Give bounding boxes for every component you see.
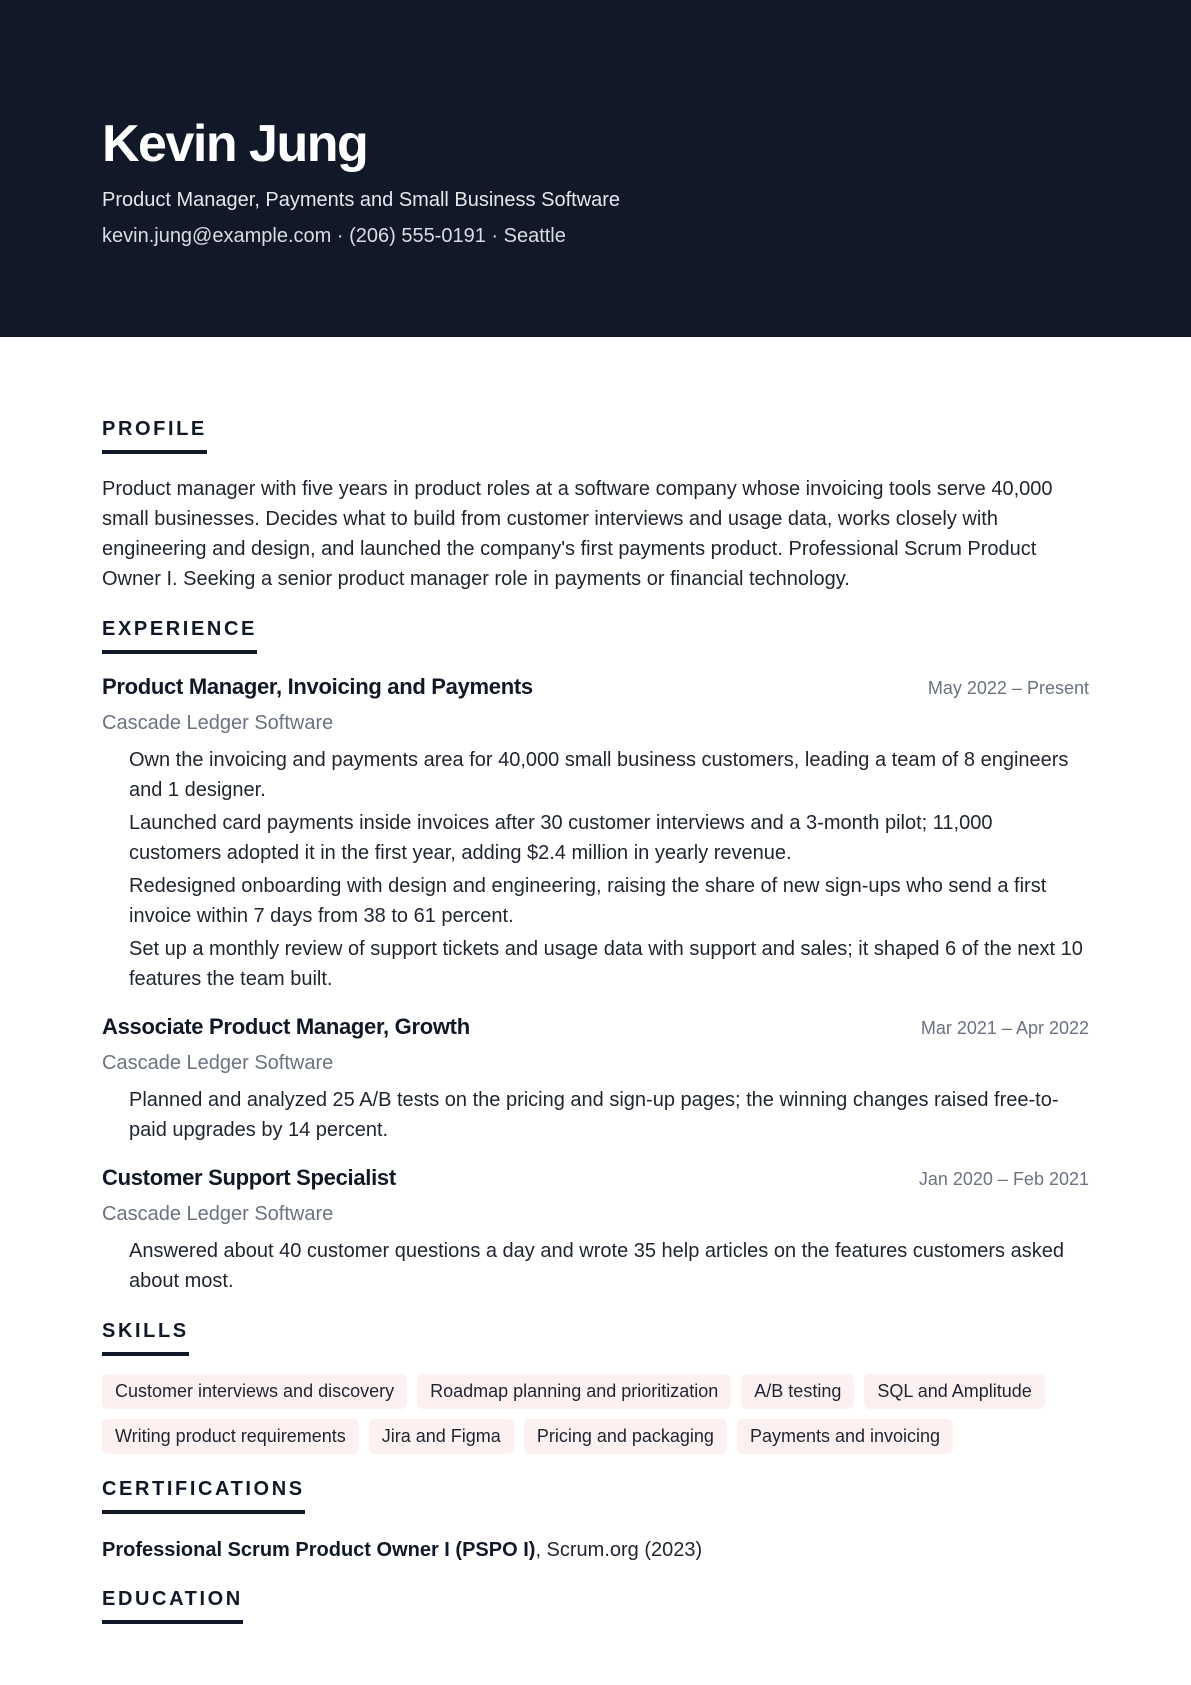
skill-chip: Customer interviews and discovery <box>102 1374 407 1409</box>
skill-chip: Writing product requirements <box>102 1419 359 1454</box>
skill-chip: SQL and Amplitude <box>864 1374 1044 1409</box>
job-entry <box>102 1012 1089 1145</box>
job-dates: Mar 2021 – Apr 2022 <box>920 1018 1089 1038</box>
section-title-education: EDUCATION <box>102 1586 243 1624</box>
job-bullet: Redesigned onboarding with design and engineering, raising the share of new sign-ups who send a first invoice within 7 days from 38 to 61 percent. <box>129 875 1047 927</box>
job-dates: Jan 2020 – Feb 2021 <box>918 1169 1089 1189</box>
education-section <box>102 1586 1089 1624</box>
profile-section <box>102 416 1089 594</box>
job-bullet: Answered about 40 customer questions a day and wrote 35 help articles on the features customers asked about most. <box>129 1240 1064 1292</box>
job-bullets <box>102 1236 1089 1296</box>
job-dates: May 2022 – Present <box>927 678 1089 698</box>
experience-section <box>102 616 1089 1296</box>
section-title-experience: EXPERIENCE <box>102 616 257 654</box>
certification-name: Professional Scrum Product Owner I (PSPO I) <box>102 1539 536 1561</box>
candidate-headline: Product Manager, Payments and Small Business Software <box>102 189 621 211</box>
job-title: Customer Support Specialist <box>102 1165 396 1190</box>
skills-list <box>102 1374 1089 1454</box>
job-company: Cascade Ledger Software <box>102 712 334 734</box>
job-entry <box>102 672 1089 994</box>
job-bullet: Own the invoicing and payments area for 40,000 small business customers, leading a team of 8 engineers and 1 designer. <box>129 749 1069 801</box>
skill-chip: Roadmap planning and prioritization <box>417 1374 731 1409</box>
section-title-certifications: CERTIFICATIONS <box>102 1476 305 1514</box>
job-title: Associate Product Manager, Growth <box>102 1014 470 1039</box>
skill-chip: Payments and invoicing <box>737 1419 953 1454</box>
job-bullet: Set up a monthly review of support tickets and usage data with support and sales; it shaped 6 of the next 10 features the team built. <box>129 938 1083 990</box>
job-bullet: Launched card payments inside invoices after 30 customer interviews and a 3-month pilot; 11,000 customers adopted it in the first year, adding $2.4 million in yearly revenue. <box>129 812 993 864</box>
section-title-profile: PROFILE <box>102 416 207 454</box>
skill-chip: A/B testing <box>741 1374 854 1409</box>
job-bullet: Planned and analyzed 25 A/B tests on the pricing and sign-up pages; the winning changes raised free-to-paid upgrades by 14 percent. <box>129 1089 1059 1141</box>
job-company: Cascade Ledger Software <box>102 1203 334 1225</box>
job-bullets <box>102 745 1089 994</box>
certifications-section <box>102 1476 1089 1564</box>
resume-body <box>102 416 1089 1624</box>
skill-chip: Jira and Figma <box>369 1419 514 1454</box>
certification-detail: , Scrum.org (2023) <box>535 1539 703 1561</box>
job-title: Product Manager, Invoicing and Payments <box>102 674 533 699</box>
profile-summary: Product manager with five years in product roles at a software company whose invoicing tools serve 40,000 small businesses. Decides what to build from customer interviews and usage data, works closely with engineering and design, and launched the company's first payments product. Professional Scrum Product Owner I. Seeking a senior product manager role in payments or financial technology. <box>102 478 1053 590</box>
job-company: Cascade Ledger Software <box>102 1052 334 1074</box>
job-entry <box>102 1163 1089 1296</box>
contact-line: kevin.jung@example.com · (206) 555-0191 · Seattle <box>102 225 566 247</box>
certification-entry <box>102 1536 1089 1564</box>
resume-header <box>0 0 1191 337</box>
candidate-name: Kevin Jung <box>102 115 368 173</box>
section-title-skills: SKILLS <box>102 1318 189 1356</box>
skill-chip: Pricing and packaging <box>524 1419 727 1454</box>
skills-section <box>102 1318 1089 1454</box>
job-bullets <box>102 1085 1089 1145</box>
